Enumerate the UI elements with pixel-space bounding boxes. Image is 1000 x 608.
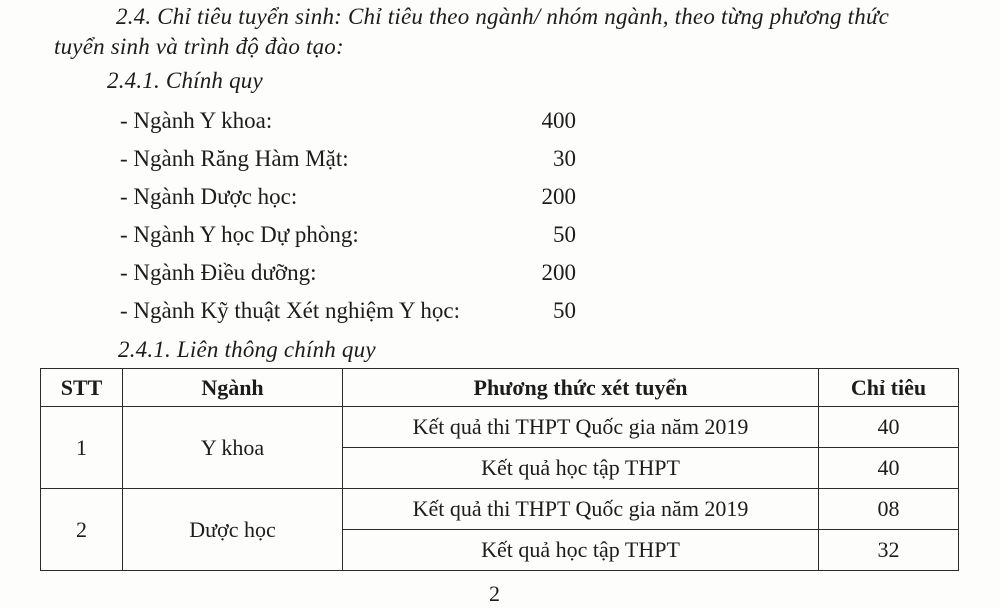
cell-major: Dược học	[123, 489, 343, 571]
page-number: 2	[489, 581, 500, 606]
cell-stt: 2	[41, 489, 123, 571]
regular-item-label: - Ngành Điều dưỡng:	[120, 260, 317, 285]
regular-item-label: - Ngành Y học Dự phòng:	[120, 222, 359, 247]
regular-heading: 2.4.1. Chính quy	[107, 68, 263, 93]
cell-quota: 40	[819, 448, 959, 489]
cell-stt: 1	[41, 407, 123, 489]
cell-major: Y khoa	[123, 407, 343, 489]
section-heading-line1: 2.4. Chỉ tiêu tuyển sinh: Chỉ tiêu theo ngành/ nhóm ngành, theo từng phương thức	[116, 4, 890, 29]
regular-item-value: 400	[541, 108, 576, 133]
cell-method: Kết quả học tập THPT	[343, 448, 819, 489]
regular-item-value: 50	[553, 298, 576, 323]
cell-quota: 40	[819, 407, 959, 448]
section-heading-line2: tuyển sinh và trình độ đào tạo:	[54, 34, 344, 59]
regular-item-label: - Ngành Kỹ thuật Xét nghiệm Y học:	[120, 298, 461, 323]
transfer-quota-table	[40, 368, 959, 571]
header-stt: STT	[41, 369, 123, 407]
table-row	[41, 489, 959, 530]
header-major: Ngành	[123, 369, 343, 407]
regular-item-value: 50	[553, 222, 576, 247]
cell-method: Kết quả học tập THPT	[343, 530, 819, 571]
transfer-heading: 2.4.1. Liên thông chính quy	[118, 337, 376, 362]
cell-quota: 32	[819, 530, 959, 571]
regular-item-value: 200	[541, 260, 576, 285]
header-quota: Chỉ tiêu	[819, 369, 959, 407]
regular-item-label: - Ngành Y khoa:	[120, 108, 273, 133]
regular-item-label: - Ngành Răng Hàm Mặt:	[120, 146, 349, 171]
regular-item-value: 30	[553, 146, 576, 171]
regular-item-value: 200	[541, 184, 576, 209]
header-method: Phương thức xét tuyển	[343, 369, 819, 407]
cell-quota: 08	[819, 489, 959, 530]
regular-item-label: - Ngành Dược học:	[120, 184, 298, 209]
cell-method: Kết quả thi THPT Quốc gia năm 2019	[343, 407, 819, 448]
table-row	[41, 407, 959, 448]
cell-method: Kết quả thi THPT Quốc gia năm 2019	[343, 489, 819, 530]
table-header-row	[41, 369, 959, 407]
